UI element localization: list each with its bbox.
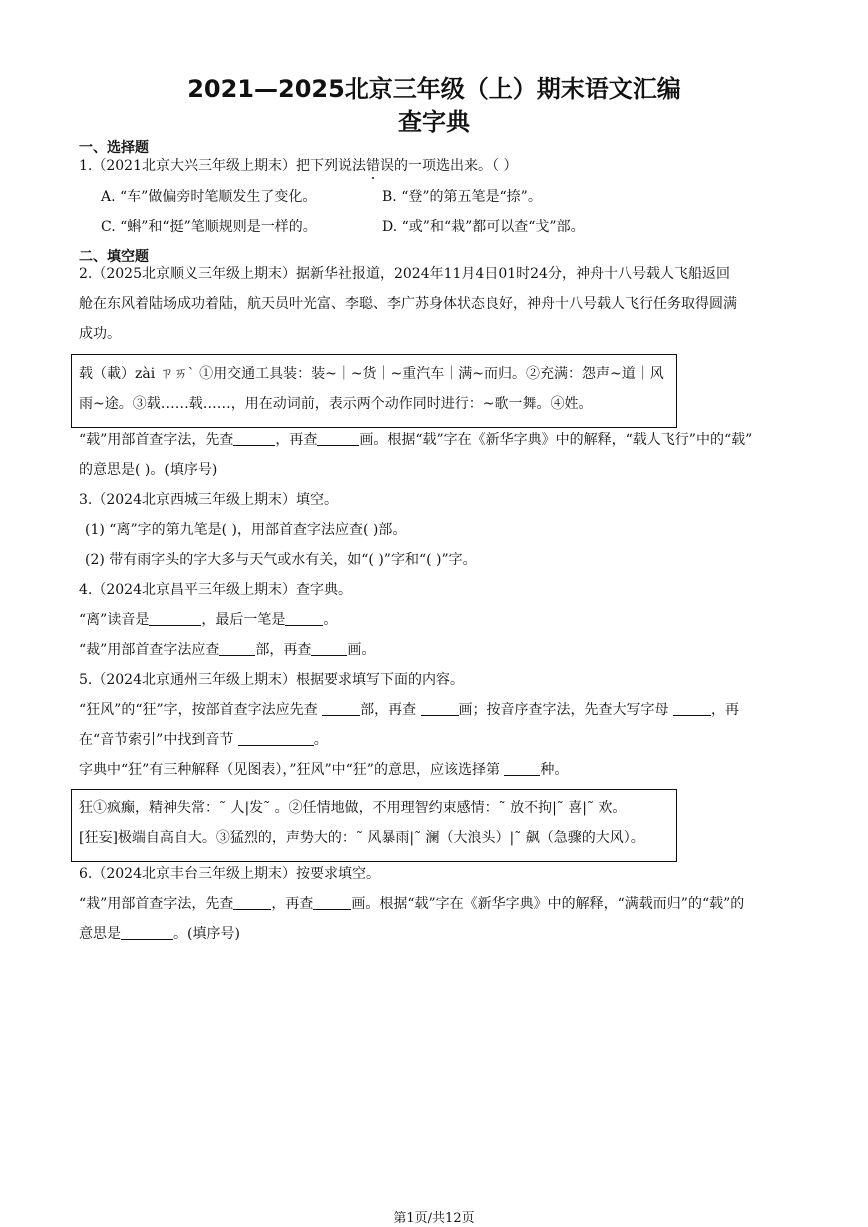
q3-sub2: (2) 带有雨字头的字大多与天气或水有关，如“( )”字和“( )”字。 [85, 552, 477, 568]
q5-stem: 5.（2024北京通州三年级上期末）根据要求填写下面的内容。 [79, 672, 464, 688]
q4-line2: “裁”用部首查字法应查 部，再查 画。 [79, 642, 376, 658]
q2-question-line1: “载”用部首查字法，先查 ，再查 画。根据“载”字在《新华字典》中的解释，“载人飞行”中的“载” [79, 432, 753, 448]
q1-stem: 1.（2021北京大兴三年级上期末）把下列说法错误的一项选出来。（ ） [79, 158, 518, 174]
q2-stem-line3: 成功。 [79, 326, 121, 342]
q5-blank-letter[interactable] [673, 701, 711, 716]
q5-blank-radical[interactable] [322, 701, 360, 716]
section-heading-choice: 一、选择题 [79, 140, 149, 156]
q3-sub1: (1) “离”字的第九笔是( )，用部首查字法应查( )部。 [85, 522, 407, 538]
q5-box-line2: [狂妄]极端自高自大。③猛烈的，声势大的：˜ 风暴雨|˜ 澜（大浪头）|˜ 飙（急骤的大风）。 [79, 830, 645, 846]
q2-box-line1: 载（載）zài ㄗㄞˋ ①用交通工具装：装~｜~货｜~重汽车｜满~而归。②充满：怨声~道｜风 [79, 366, 664, 382]
q5-line2: 在“音节索引”中找到音节 。 [79, 732, 328, 748]
q6-stem: 6.（2024北京丰台三年级上期末）按要求填空。 [79, 866, 380, 882]
q6-blank-radical[interactable] [233, 895, 271, 910]
q1-option-b: B. “登”的第五笔是“捺”。 [382, 189, 542, 205]
q1-option-a: A. “车”做偏旁时笔顺发生了变化。 [101, 189, 317, 205]
q4-stem: 4.（2024北京昌平三年级上期末）查字典。 [79, 582, 352, 598]
q5-box-line1: 狂①疯癫，精神失常：˜ 人|发˜ 。②任情地做，不用理智约束感情：˜ 放不拘|˜ 喜|˜ 欢。 [79, 800, 627, 816]
q2-blank-radical[interactable] [233, 431, 275, 446]
q6-line2: 意思是 。(填序号) [79, 926, 240, 942]
page-footer: 第1页/共12页 [393, 1211, 475, 1226]
q2-box-line2: 雨~途。③载……载……，用在动词前，表示两个动作同时进行：~歌一舞。④姓。 [79, 396, 593, 412]
q6-line1: “栽”用部首查字法，先查 ，再查 画。根据“载”字在《新华字典》中的解释，“满载而归”的“载”的 [79, 896, 745, 912]
q4-blank-radical[interactable] [219, 641, 255, 656]
q6-blank-meaning[interactable] [121, 925, 173, 940]
q5-blank-strokes[interactable] [421, 701, 459, 716]
q4-blank-pinyin[interactable] [149, 611, 201, 626]
document-title: 2021—2025北京三年级（上）期末语文汇编 [187, 75, 681, 103]
q1-option-c: C. “蝌”和“挺”笔顺规则是一样的。 [101, 219, 317, 235]
q5-blank-meaning[interactable] [504, 761, 540, 776]
q2-blank-strokes[interactable] [317, 431, 359, 446]
q5-blank-syllable[interactable] [238, 731, 314, 746]
q2-stem-line2: 舱在东风着陆场成功着陆，航天员叶光富、李聪、李广苏身体状态良好，神舟十八号载人飞行任务取得圆满 [79, 296, 737, 312]
q2-stem-line1: 2.（2025北京顺义三年级上期末）据新华社报道，2024年11月4日01时24分，神舟十八号载人飞船返回 [79, 266, 730, 282]
q2-question-line2: 的意思是( )。(填序号) [79, 462, 218, 478]
q1-option-d: D. “或”和“栽”都可以查“戈”部。 [382, 219, 585, 235]
q4-line1: “离”读音是 ，最后一笔是 。 [79, 612, 338, 628]
q3-stem: 3.（2024北京西城三年级上期末）填空。 [79, 492, 338, 508]
section-heading-fill: 二、填空题 [79, 249, 149, 265]
document-subtitle: 查字典 [398, 108, 470, 136]
q5-line3: 字典中“狂”有三种解释（见图表），”狂风”中“狂”的意思，应该选择第 种。 [79, 762, 569, 778]
q4-blank-last-stroke[interactable] [285, 611, 323, 626]
q5-line1: “狂风”的“狂”字，按部首查字法应先查 部，再查 画；按音序查字法，先查大写字母 ，再 [79, 702, 739, 718]
q4-blank-strokes[interactable] [311, 641, 347, 656]
q6-blank-strokes[interactable] [313, 895, 351, 910]
